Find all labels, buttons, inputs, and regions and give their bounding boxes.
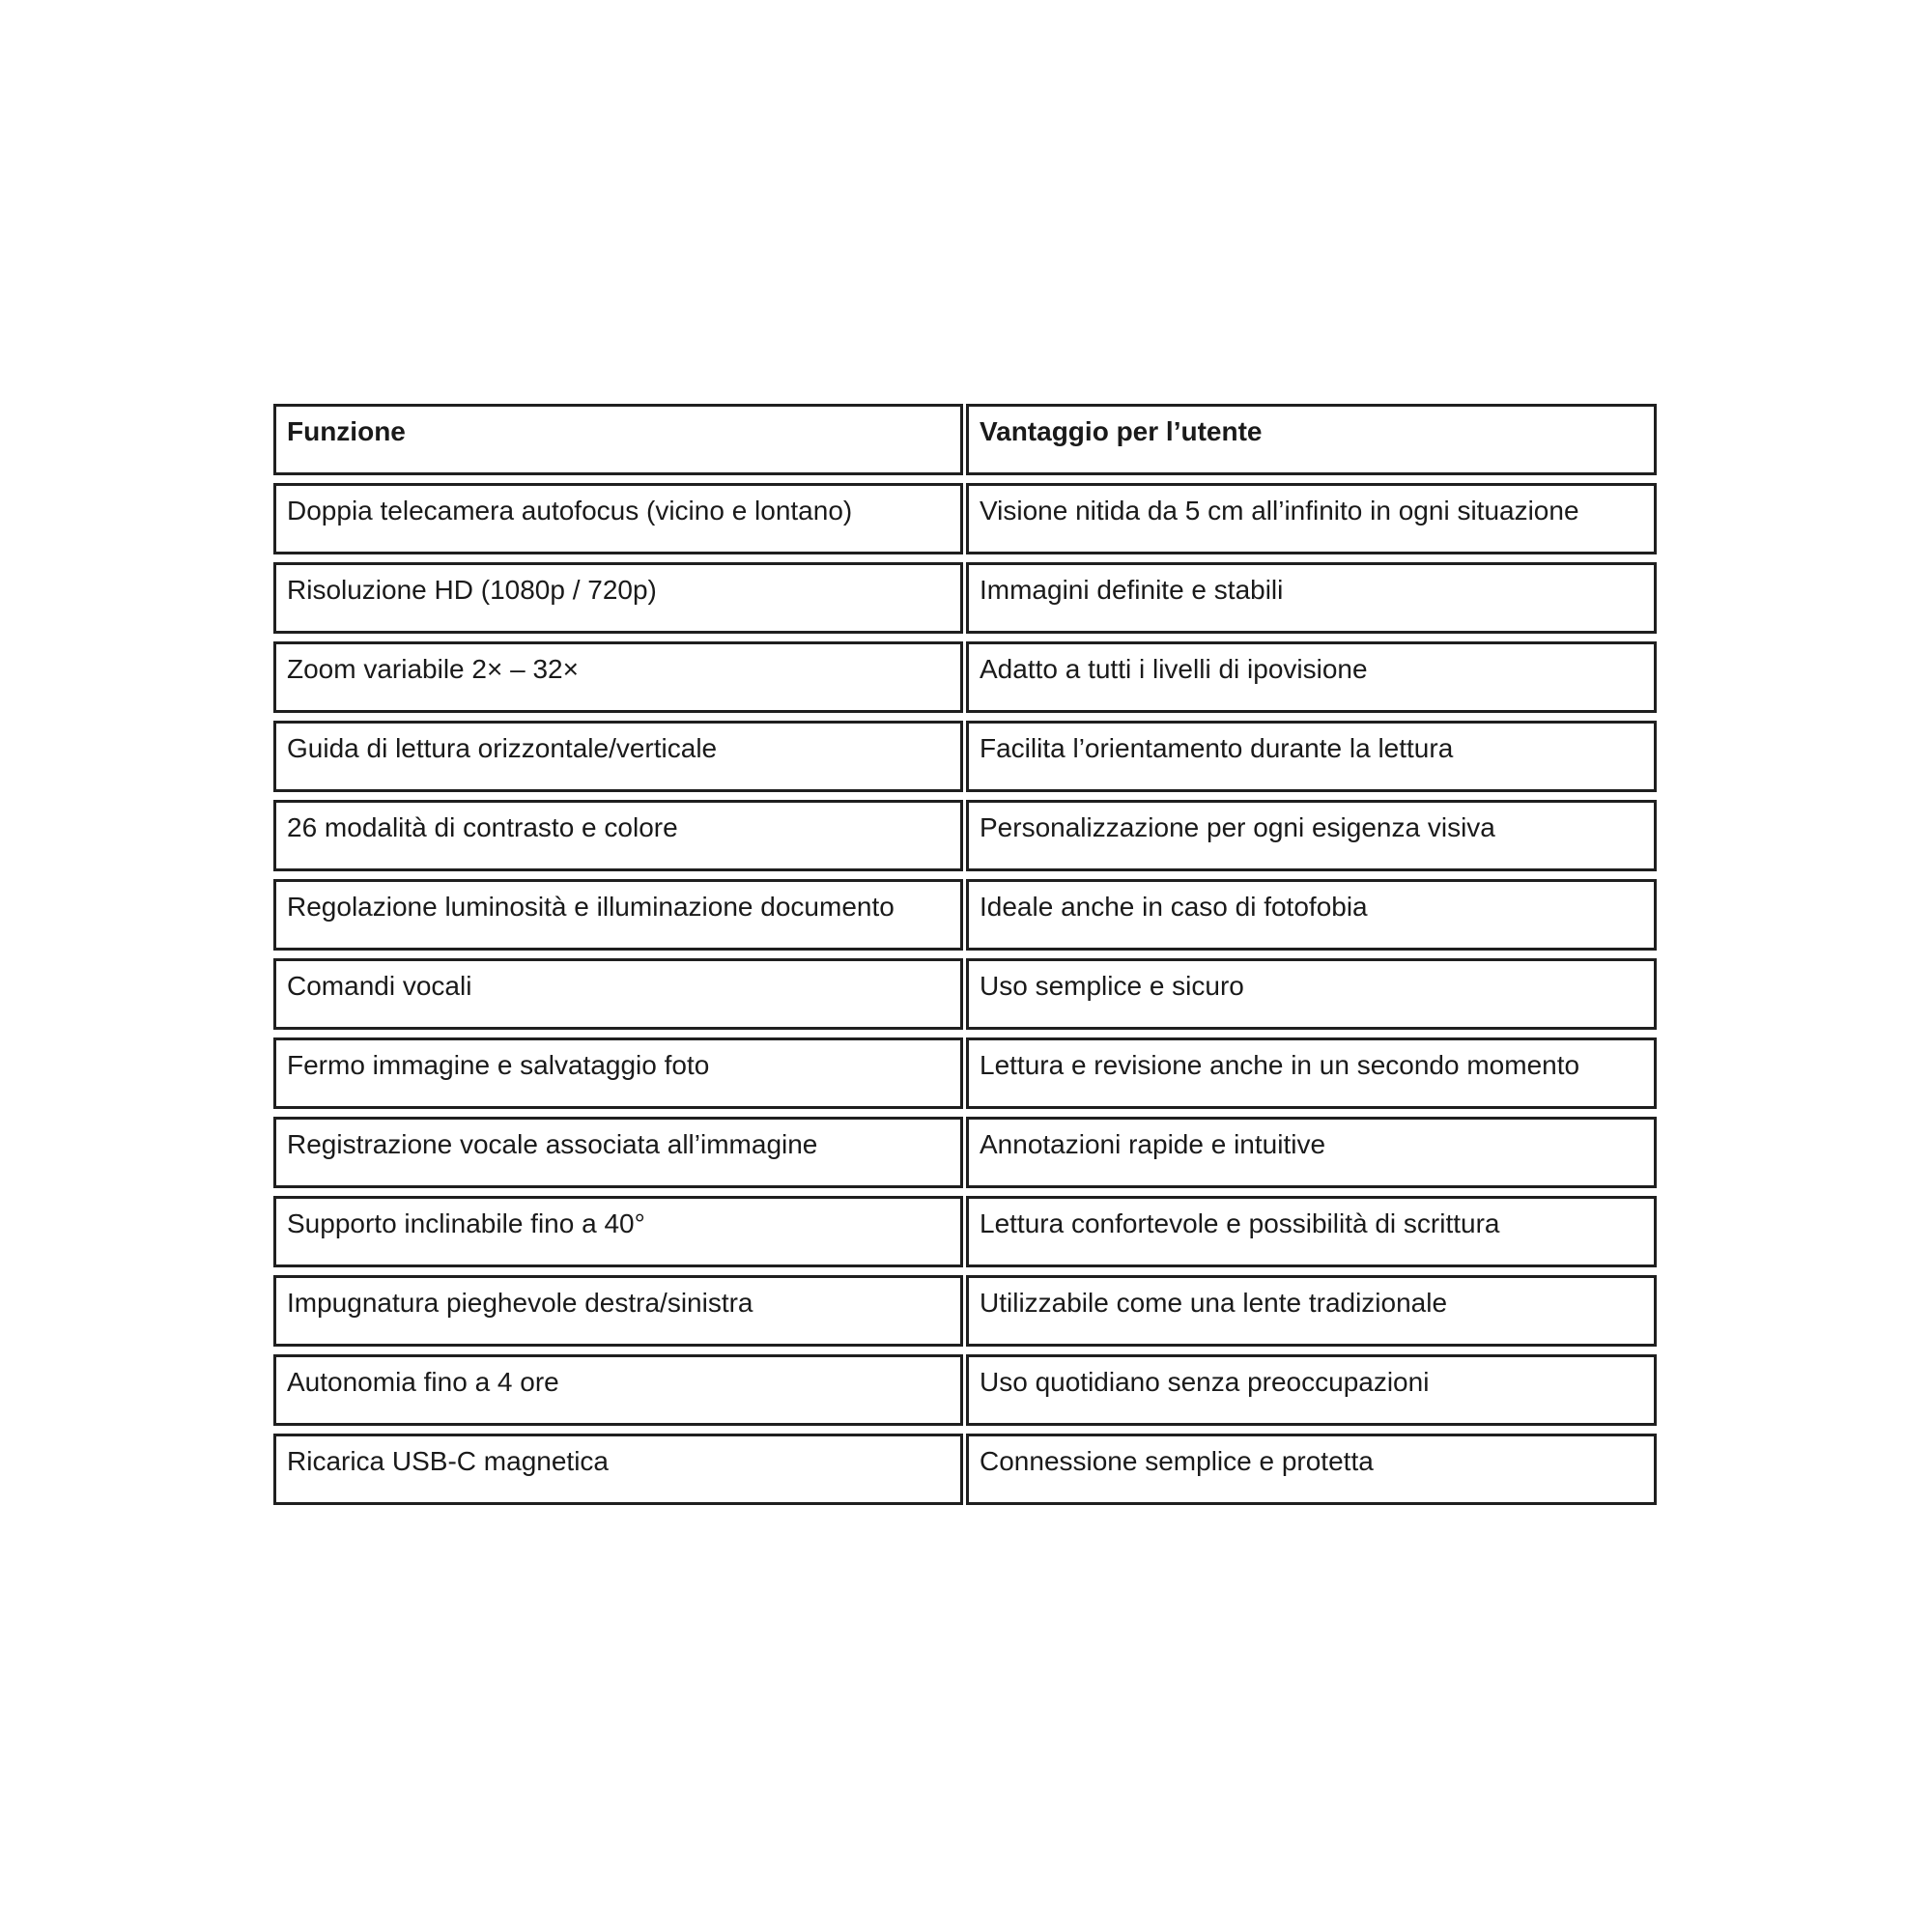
table-row [273, 641, 1657, 713]
table-row [273, 562, 1657, 634]
table-row [273, 483, 1657, 554]
features-table-container [270, 396, 1660, 1513]
benefit-cell: Utilizzabile come una lente tradizionale [966, 1275, 1657, 1347]
table-row [273, 958, 1657, 1030]
features-benefits-table [270, 396, 1660, 1513]
table-row [273, 1117, 1657, 1188]
benefit-cell: Annotazioni rapide e intuitive [966, 1117, 1657, 1188]
feature-cell: Risoluzione HD (1080p / 720p) [273, 562, 963, 634]
table-row [273, 1196, 1657, 1267]
column-header-vantaggio: Vantaggio per l’utente [966, 404, 1657, 475]
feature-cell: Doppia telecamera autofocus (vicino e lontano) [273, 483, 963, 554]
feature-cell: Ricarica USB-C magnetica [273, 1434, 963, 1505]
table-header-row [273, 404, 1657, 475]
feature-cell: Zoom variabile 2× – 32× [273, 641, 963, 713]
benefit-cell: Lettura e revisione anche in un secondo momento [966, 1037, 1657, 1109]
feature-cell: Registrazione vocale associata all’immagine [273, 1117, 963, 1188]
feature-cell: Regolazione luminosità e illuminazione documento [273, 879, 963, 951]
benefit-cell: Immagini definite e stabili [966, 562, 1657, 634]
benefit-cell: Lettura confortevole e possibilità di scrittura [966, 1196, 1657, 1267]
benefit-cell: Visione nitida da 5 cm all’infinito in ogni situazione [966, 483, 1657, 554]
feature-cell: Autonomia fino a 4 ore [273, 1354, 963, 1426]
benefit-cell: Ideale anche in caso di fotofobia [966, 879, 1657, 951]
table-row [273, 879, 1657, 951]
benefit-cell: Uso quotidiano senza preoccupazioni [966, 1354, 1657, 1426]
column-header-funzione: Funzione [273, 404, 963, 475]
feature-cell: 26 modalità di contrasto e colore [273, 800, 963, 871]
benefit-cell: Adatto a tutti i livelli di ipovisione [966, 641, 1657, 713]
benefit-cell: Connessione semplice e protetta [966, 1434, 1657, 1505]
benefit-cell: Facilita l’orientamento durante la lettura [966, 721, 1657, 792]
table-row [273, 1037, 1657, 1109]
benefit-cell: Uso semplice e sicuro [966, 958, 1657, 1030]
table-row [273, 1354, 1657, 1426]
feature-cell: Fermo immagine e salvataggio foto [273, 1037, 963, 1109]
table-row [273, 721, 1657, 792]
benefit-cell: Personalizzazione per ogni esigenza visiva [966, 800, 1657, 871]
feature-cell: Supporto inclinabile fino a 40° [273, 1196, 963, 1267]
table-row [273, 1434, 1657, 1505]
feature-cell: Guida di lettura orizzontale/verticale [273, 721, 963, 792]
feature-cell: Impugnatura pieghevole destra/sinistra [273, 1275, 963, 1347]
feature-cell: Comandi vocali [273, 958, 963, 1030]
table-body [273, 483, 1657, 1505]
table-row [273, 800, 1657, 871]
table-row [273, 1275, 1657, 1347]
